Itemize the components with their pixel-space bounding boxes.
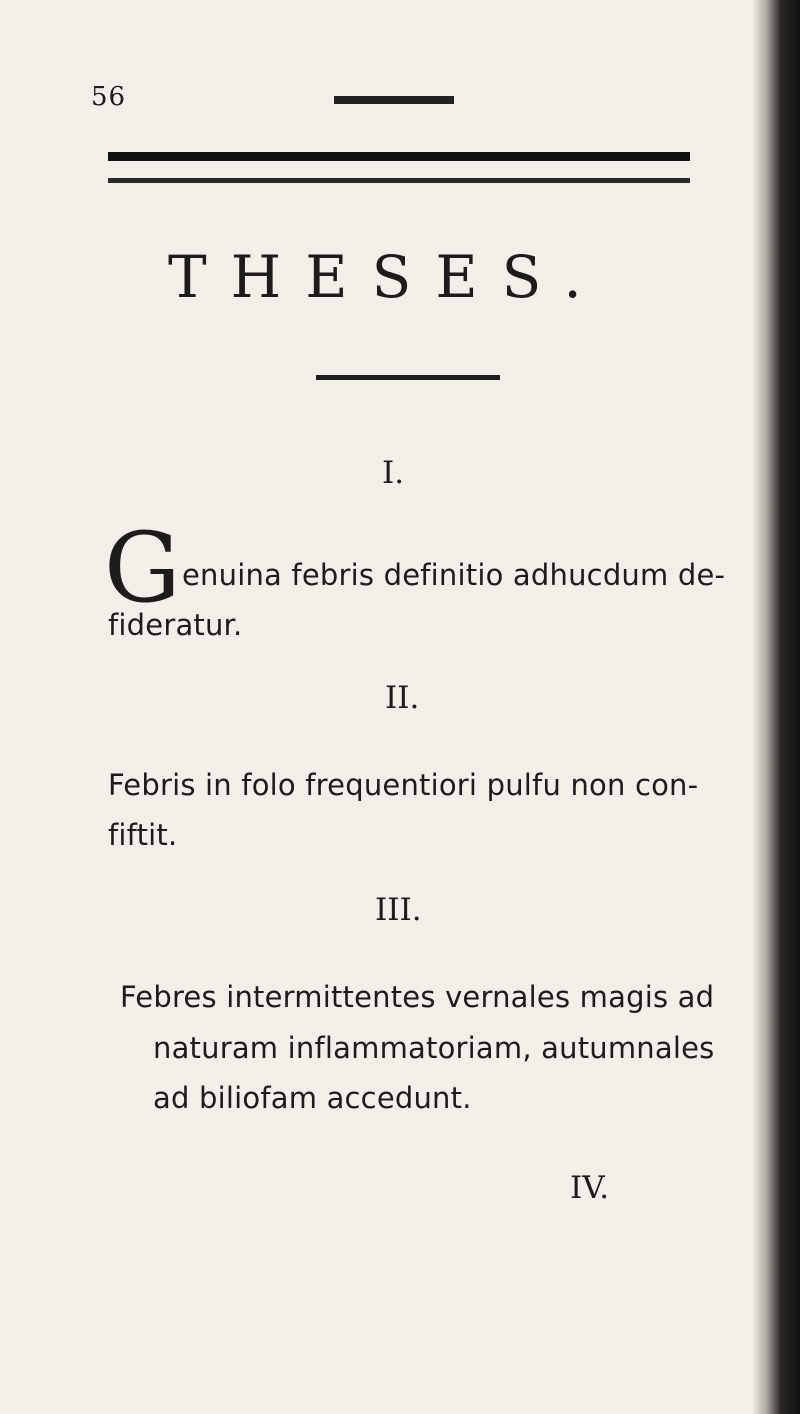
thesis-2-line-1: Febris in folo frequentiori pulfu non con-: [108, 768, 699, 802]
page-title: THESES.: [168, 243, 606, 311]
thesis-4-numeral: IV.: [570, 1170, 610, 1206]
thesis-2-line-2: fiftit.: [108, 818, 178, 852]
thesis-3-numeral: III.: [375, 892, 422, 928]
header-rule-thick: [108, 152, 690, 161]
thesis-1-dropcap: G: [104, 512, 181, 624]
thesis-2-numeral: II.: [385, 680, 420, 716]
header-ornament: [334, 96, 454, 104]
thesis-1-line-2: fideratur.: [108, 608, 243, 642]
thesis-3-line-3: ad biliofam accedunt.: [153, 1081, 472, 1115]
title-rule: [316, 375, 500, 380]
thesis-1-numeral: I.: [382, 455, 405, 491]
thesis-3-line-2: naturam inflammatoriam, autumnales: [153, 1031, 715, 1065]
thesis-3-line-1: Febres intermittentes vernales magis ad: [120, 980, 715, 1014]
book-spine-shadow: [752, 0, 800, 1414]
header-rule-thin: [108, 178, 690, 183]
thesis-1-line-1: enuina febris definitio adhucdum de-: [182, 558, 726, 592]
page-number: 56: [91, 82, 127, 112]
